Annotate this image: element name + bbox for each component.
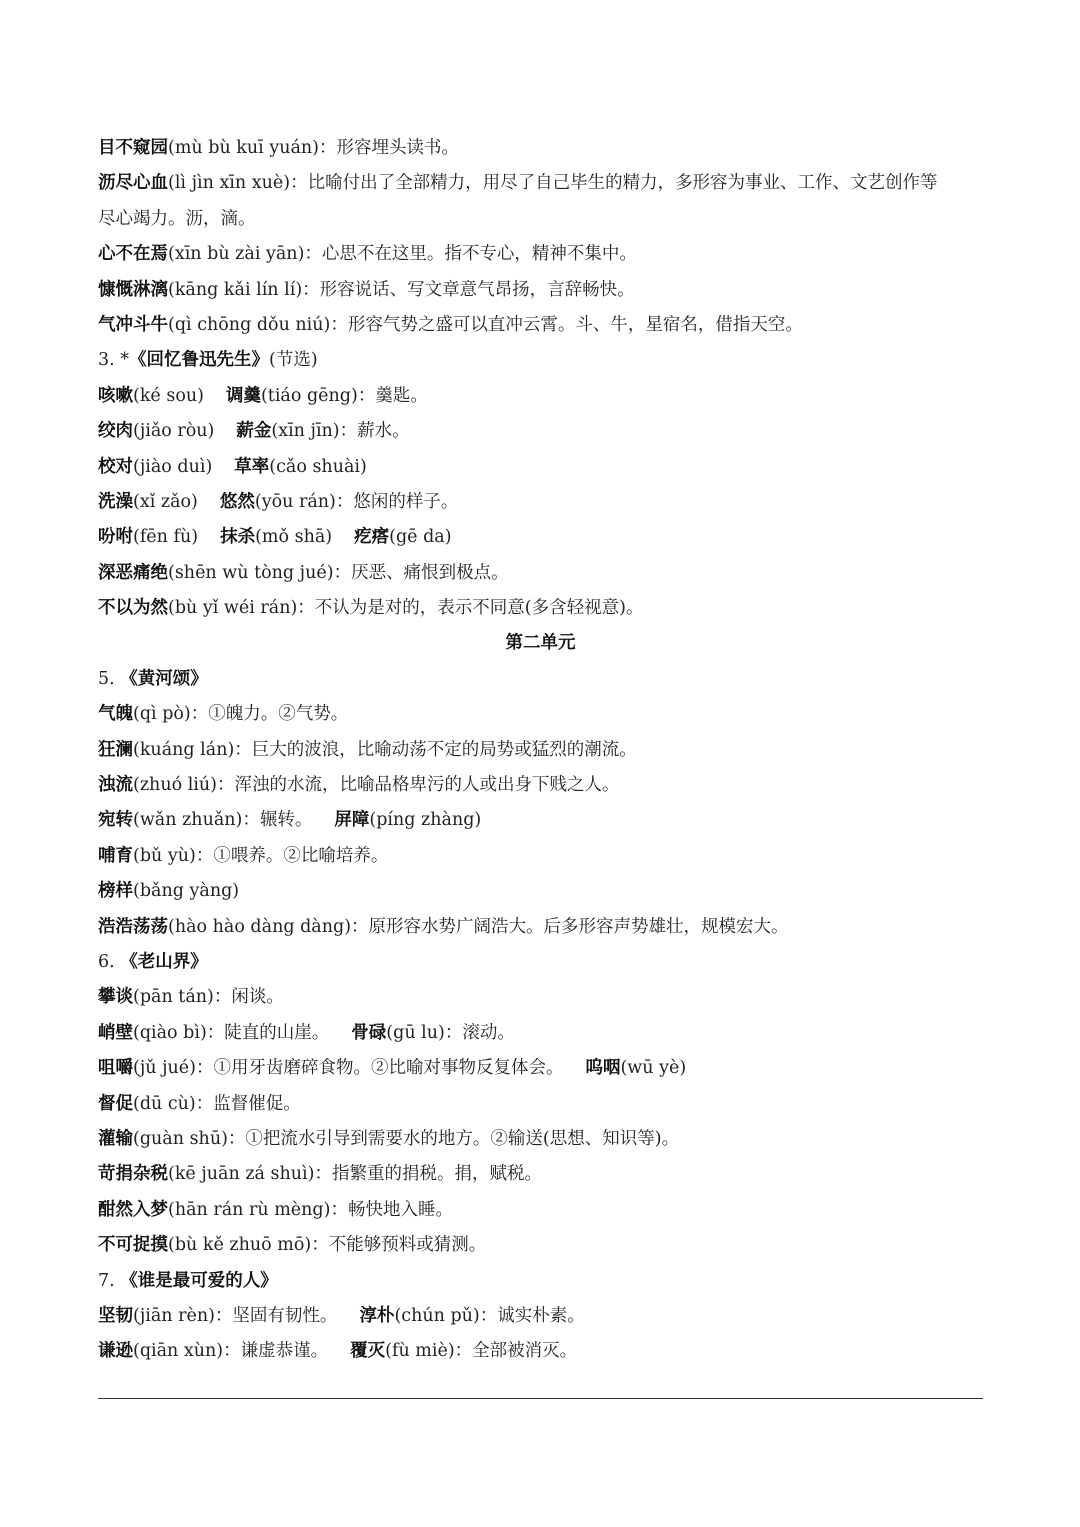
headword: 苛捐杂税 [98,1164,168,1185]
entry-line [98,1016,983,1051]
headword: 攀谈 [98,987,133,1008]
definition-text: (lì jìn xīn xuè)：比喻付出了全部精力，用尽了自己毕生的精力，多形容为事业、工作、文艺创作等 [168,173,938,194]
definition-text: (kāng kǎi lín lí)：形容说话、写文章意气昂扬，言辞畅快。 [168,279,635,300]
headword: 气冲斗牛 [98,314,168,335]
headword: 屏障 [334,810,370,831]
headword: 疙瘩 [354,527,390,548]
entry-line [98,379,983,414]
headword: 《老山界》 [120,951,208,972]
definition-text: (bǔ yù)：①喂养。②比喻培养。 [133,845,389,866]
entry-line [98,1087,983,1122]
definition-text: (bù kě zhuō mō)：不能够预料或猜测。 [168,1235,487,1256]
entry-line [98,1228,983,1263]
definition-text: 3. * [98,350,130,371]
definition-text: (zhuó liú)：浑浊的水流，比喻品格卑污的人或出身下贱之人。 [133,775,620,796]
definition-text: (yōu rán)：悠闲的样子。 [254,491,459,512]
headword: 慷慨淋漓 [98,279,168,300]
headword: 悠然 [219,491,255,512]
headword: 深恶痛绝 [98,562,168,583]
headword: 谦逊 [98,1341,133,1362]
definition-text: (jǔ jué)：①用牙齿磨碎食物。②比喻对事物反复体会。 [133,1058,564,1079]
entry-line [98,733,983,768]
entry-line [98,202,983,237]
definition-text: 7. [98,1270,121,1291]
entry-line [98,839,983,874]
section-heading [98,626,983,661]
entry-line [98,1193,983,1228]
headword: 浊流 [98,775,133,796]
headword: 咀嚼 [98,1058,133,1079]
entry-line [98,1334,983,1369]
headword: 《黄河颂》 [120,668,208,689]
headword: 哺育 [98,845,133,866]
headword: 督促 [98,1093,133,1114]
definition-text: (dū cù)：监督催促。 [133,1093,301,1114]
definition-text: (qiào bì)：陡直的山崖。 [133,1022,330,1043]
headword: 淳朴 [359,1305,395,1326]
headword: 覆灭 [350,1341,386,1362]
definition-text: (qì pò)：①魄力。②气势。 [133,704,349,725]
entry-line [98,1264,983,1299]
definition-text: (xǐ zǎo) [133,491,198,512]
entry-line [98,450,983,485]
entry-line [98,485,983,520]
entry-line [98,874,983,909]
definition-text: (tiáo gēng)：羹匙。 [260,385,428,406]
definition-text: (bǎng yàng) [133,881,240,902]
definition-text: (jiào duì) [133,456,213,477]
headword: 《回忆鲁迅先生》 [129,350,270,371]
definition-text: 5. [98,668,121,689]
definition-text: (píng zhàng) [369,810,482,831]
definition-text: (gū lu)：滚动。 [386,1022,515,1043]
definition-text: (guàn shū)：①把流水引导到需要水的地方。②输送(思想、知识等)。 [133,1128,680,1149]
headword: 狂澜 [98,739,133,760]
definition-text: (shēn wù tòng jué)：厌恶、痛恨到极点。 [168,562,509,583]
definition-text: (mù bù kuī yuán)：形容埋头读书。 [168,138,460,158]
headword: 不可捉摸 [98,1235,168,1256]
headword: 榜样 [98,881,133,902]
entry-line [98,273,983,308]
headword: 草率 [234,456,270,477]
definition-text: (xīn bù zài yān)：心思不在这里。指不专心，精神不集中。 [168,244,637,265]
headword: 调羹 [225,385,261,406]
headword: 峭壁 [98,1022,133,1043]
entry-line [98,308,983,343]
definition-text: (hào hào dàng dàng)：原形容水势广阔浩大。后多形容声势雄壮，规模宏大。 [168,916,789,937]
entry-line [98,591,983,626]
definition-text: (fēn fù) [133,527,199,548]
entry-line [98,768,983,803]
definition-text: (节选) [269,350,318,371]
definition-text: 6. [98,951,121,972]
headword: 绞肉 [98,421,133,442]
entry-line [98,980,983,1015]
definition-text: (kuáng lán)：巨大的波浪，比喻动荡不定的局势或猛烈的潮流。 [133,739,637,760]
document-body [98,131,983,1370]
headword: 灌输 [98,1128,133,1149]
definition-text: (hān rán rù mèng)：畅快地入睡。 [168,1199,453,1220]
headword: 酣然入梦 [98,1199,168,1220]
entry-line [98,1299,983,1334]
definition-text: (mǒ shā) [255,527,333,548]
headword: 抹杀 [220,527,256,548]
headword: 吩咐 [98,527,133,548]
headword: 浩浩荡荡 [98,916,168,937]
headword: 心不在焉 [98,244,168,265]
entry-line [98,237,983,272]
headword: 骨碌 [351,1022,387,1043]
entry-line [98,945,983,980]
definition-text: (kē juān zá shuì)：指繁重的捐税。捐，赋税。 [168,1164,542,1185]
entry-line [98,414,983,449]
definition-text: (pān tán)：闲谈。 [133,987,284,1008]
definition-text: (qiān xùn)：谦虚恭谨。 [133,1341,329,1362]
entry-line [98,1157,983,1192]
definition-text: (wǎn zhuǎn)：辗转。 [133,810,313,831]
definition-text: (qì chōng dǒu niú)：形容气势之盛可以直冲云霄。斗、牛，星宿名，借指天空。 [168,314,803,335]
headword: 《谁是最可爱的人》 [120,1270,278,1291]
definition-text: (gē da) [389,527,452,548]
entry-line [98,131,983,166]
entry-line [98,697,983,732]
headword: 第二单元 [505,633,576,654]
entry-line [98,556,983,591]
definition-text: (fù miè)：全部被消灭。 [385,1341,578,1362]
entry-line [98,910,983,945]
entry-line [98,343,983,378]
headword: 洗澡 [98,491,133,512]
headword: 校对 [98,456,133,477]
headword: 呜咽 [585,1058,621,1079]
headword: 宛转 [98,810,133,831]
definition-text: (bù yǐ wéi rán)：不认为是对的，表示不同意(多含轻视意)。 [168,598,644,619]
definition-text: (jiān rèn)：坚固有韧性。 [133,1305,338,1326]
entry-line [98,520,983,555]
headword: 不以为然 [98,598,168,619]
definition-text: (jiǎo ròu) [133,421,215,442]
entry-line [98,166,983,201]
headword: 沥尽心血 [98,173,168,194]
headword: 薪金 [236,421,272,442]
definition-text: (ké sou) [133,385,204,406]
definition-text: (cǎo shuài) [269,456,367,477]
entry-line [98,662,983,697]
definition-text: (xīn jīn)：薪水。 [271,421,410,442]
definition-text: (chún pǔ)：诚实朴素。 [394,1305,585,1326]
entry-line [98,803,983,838]
definition-text: (wū yè) [620,1058,687,1079]
headword: 目不窥园 [98,138,168,158]
entry-line [98,1122,983,1157]
definition-text: 尽心竭力。沥，滴。 [98,208,256,229]
entry-line [98,1051,983,1086]
footer-rule [98,1398,983,1399]
headword: 气魄 [98,704,133,725]
headword: 坚韧 [98,1305,133,1326]
headword: 咳嗽 [98,385,133,406]
